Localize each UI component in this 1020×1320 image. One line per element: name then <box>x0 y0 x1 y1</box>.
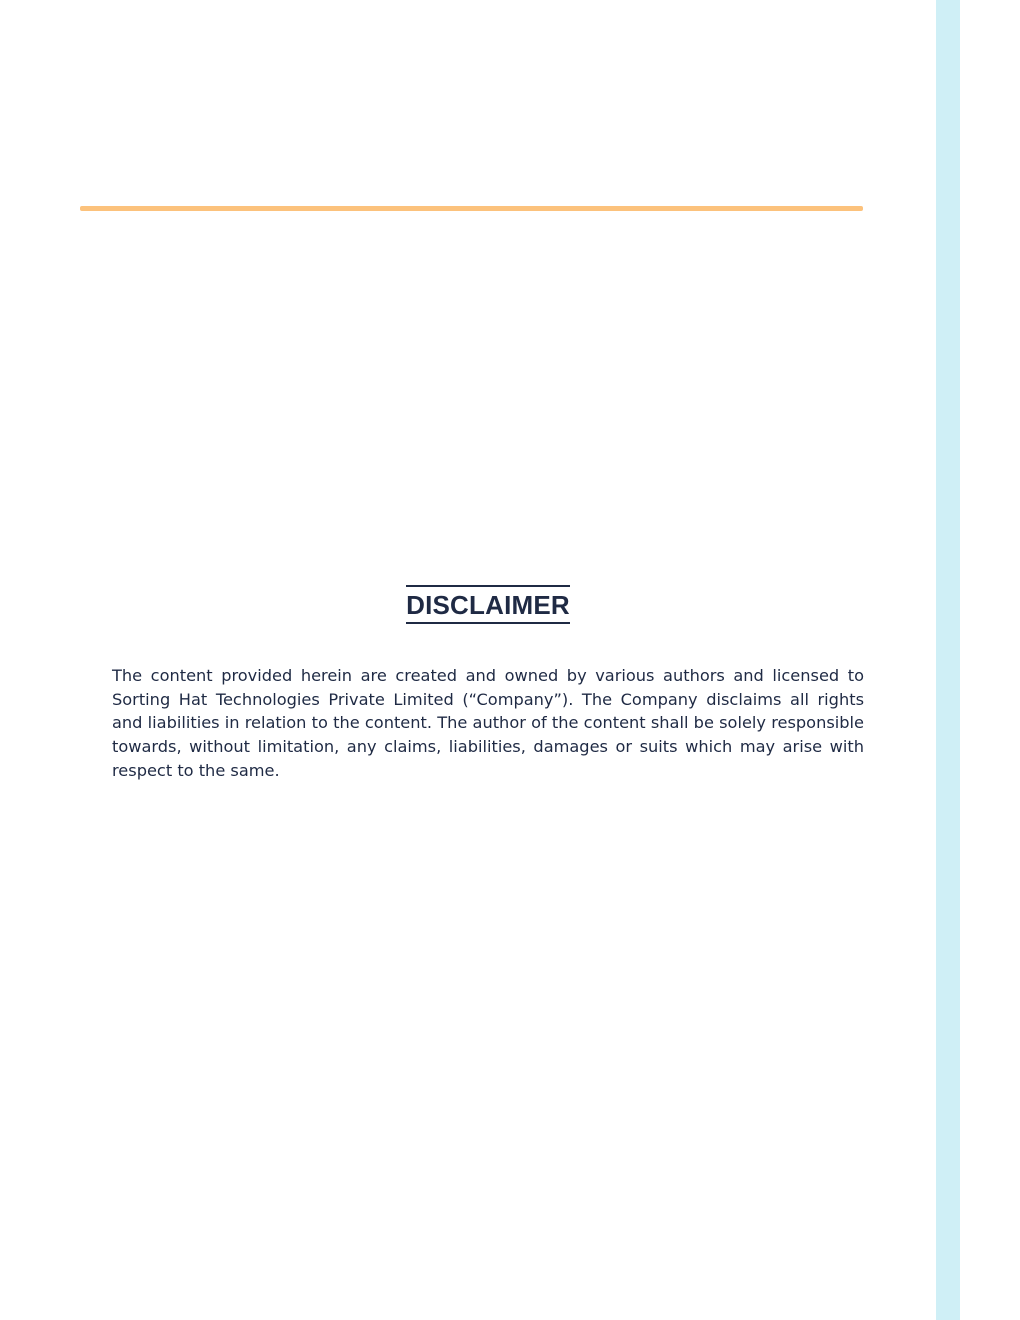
side-color-strip <box>936 0 960 1320</box>
disclaimer-title: DISCLAIMER <box>406 585 570 624</box>
disclaimer-body: The content provided herein are created and owned by various authors and licensed to Sorting Hat Technologies Private Limited (“Company”). The Company disclaims all rights and liabilities in relation to the content. The author of the content shall be solely responsible towards, without limitation, any claims, liabilities, damages or suits which may arise with respect to the same. <box>112 665 864 780</box>
disclaimer-title-wrap <box>112 568 864 642</box>
top-accent-rule <box>80 206 863 211</box>
disclaimer-section <box>112 568 864 783</box>
